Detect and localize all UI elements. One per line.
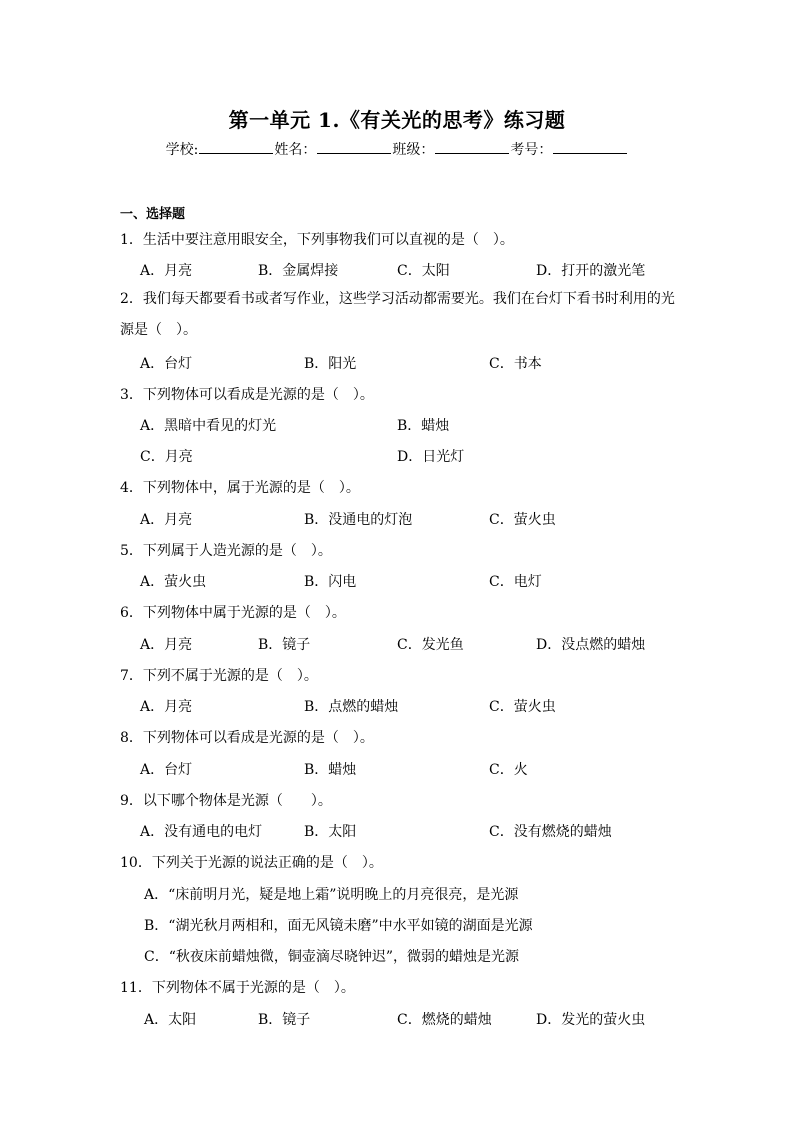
option-6d: D．没点燃的蜡烛 [536, 637, 646, 653]
option-11b: B．镜子 [258, 1012, 311, 1028]
option-9c: C．没有燃烧的蜡烛 [489, 824, 612, 840]
option-1b: B．金属焊接 [258, 263, 339, 279]
name-blank[interactable] [317, 140, 391, 154]
option-1c: C．太阳 [397, 263, 450, 279]
option-4b: B．没通电的灯泡 [304, 512, 413, 528]
school-label: 学校: [165, 142, 199, 158]
option-11a: A．太阳 [144, 1012, 197, 1028]
option-10c: C．“秋夜床前蜡烛微，铜壶滴尽晓钟迟”，微弱的蜡烛是光源 [144, 949, 520, 965]
option-8c: C．火 [489, 762, 528, 778]
question-11: 11．下列物体不属于光源的是（ ）。 [120, 980, 355, 996]
question-7: 7．下列不属于光源的是（ ）。 [120, 668, 318, 684]
exam-no-blank[interactable] [553, 140, 627, 154]
option-9b: B．太阳 [304, 824, 357, 840]
option-2c: C．书本 [489, 356, 542, 372]
exam-no-label: 考号： [510, 142, 553, 158]
option-6b: B．镜子 [258, 637, 311, 653]
student-info-line [0, 139, 794, 159]
question-3: 3．下列物体可以看成是光源的是（ ）。 [120, 387, 374, 403]
option-4c: C．萤火虫 [489, 512, 556, 528]
question-9: 9．以下哪个物体是光源（ ）。 [120, 793, 332, 809]
option-11c: C．燃烧的蜡烛 [397, 1012, 492, 1028]
question-2: 2．我们每天都要看书或者写作业，这些学习活动都需要光。我们在台灯下看书时利用的光源是（ ）。 [120, 291, 675, 338]
class-label: 班级： [392, 142, 435, 158]
question-5: 5．下列属于人造光源的是（ ）。 [120, 543, 332, 559]
option-7c: C．萤火虫 [489, 699, 556, 715]
option-4a: A．月亮 [140, 512, 193, 528]
question-6: 6．下列物体中属于光源的是（ ）。 [120, 605, 346, 621]
option-7b: B．点燃的蜡烛 [304, 699, 399, 715]
option-2b: B．阳光 [304, 356, 357, 372]
section-heading: 一、选择题 [120, 207, 186, 222]
option-5a: A．萤火虫 [140, 574, 207, 590]
option-3b: B．蜡烛 [397, 418, 450, 434]
option-3a: A．黑暗中看见的灯光 [140, 418, 277, 434]
option-10a: A．“床前明月光，疑是地上霜”说明晚上的月亮很亮，是光源 [144, 887, 519, 903]
option-1a: A．月亮 [140, 263, 193, 279]
option-8b: B．蜡烛 [304, 762, 357, 778]
option-5c: C．电灯 [489, 574, 542, 590]
class-blank[interactable] [435, 140, 509, 154]
option-5b: B．闪电 [304, 574, 357, 590]
option-9a: A．没有通电的电灯 [140, 824, 263, 840]
page-title: 第一单元 1.《有关光的思考》练习题 [228, 108, 566, 132]
option-3c: C．月亮 [140, 449, 193, 465]
option-10b: B．“湖光秋月两相和，面无风镜未磨”中水平如镜的湖面是光源 [144, 918, 533, 934]
option-2a: A．台灯 [140, 356, 193, 372]
option-8a: A．台灯 [140, 762, 193, 778]
school-blank[interactable] [199, 140, 273, 154]
question-8: 8．下列物体可以看成是光源的是（ ）。 [120, 730, 374, 746]
option-6a: A．月亮 [140, 637, 193, 653]
option-1d: D．打开的激光笔 [536, 263, 646, 279]
option-7a: A．月亮 [140, 699, 193, 715]
name-label: 姓名： [274, 142, 317, 158]
question-4: 4．下列物体中，属于光源的是（ ）。 [120, 480, 360, 496]
question-1: 1．生活中要注意用眼安全，下列事物我们可以直视的是（ ）。 [120, 232, 514, 248]
option-6c: C．发光鱼 [397, 637, 464, 653]
option-3d: D．日光灯 [397, 449, 465, 465]
option-11d: D．发光的萤火虫 [536, 1012, 646, 1028]
question-10: 10．下列关于光源的说法正确的是（ ）。 [120, 855, 383, 871]
